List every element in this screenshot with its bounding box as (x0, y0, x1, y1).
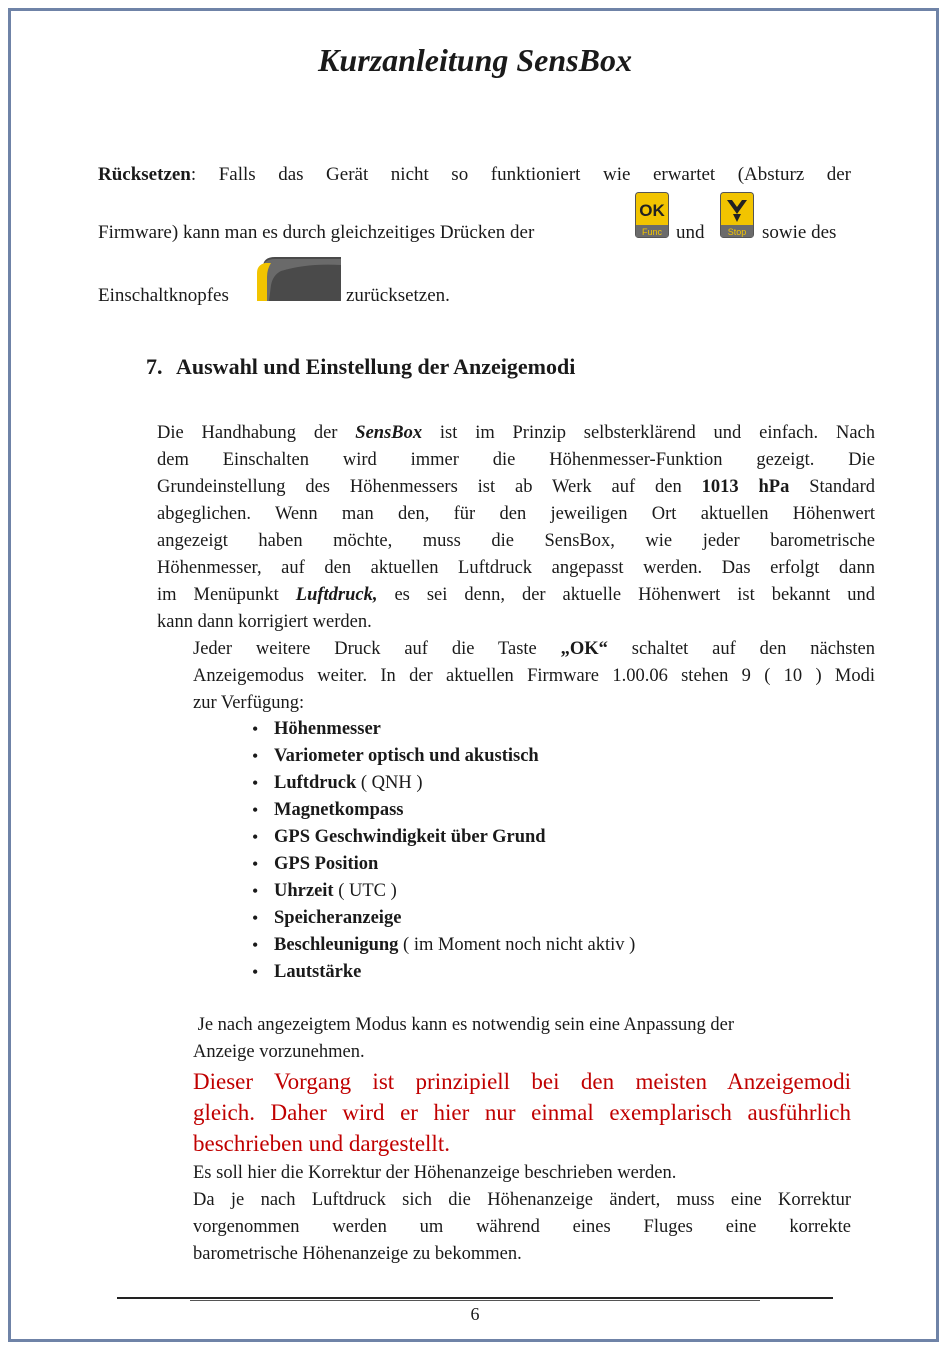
footer-rule-thin (190, 1300, 760, 1301)
stop-button-icon (720, 192, 754, 238)
svg-text:OK: OK (639, 201, 665, 220)
page-number: 6 (470, 1304, 480, 1324)
reset-line-1: Rücksetzen: Falls das Gerät nicht so funktioniert wie erwartet (Absturz der (98, 164, 851, 185)
section-heading: 7. Auswahl und Einstellung der Anzeigemodi (146, 354, 576, 379)
list-item: • Speicheranzeige (250, 905, 635, 932)
list-item: • Variometer optisch und akustisch (250, 743, 635, 770)
list-item: • GPS Position (250, 851, 635, 878)
list-item: • Luftdruck ( QNH ) (250, 770, 635, 797)
after-paragraph: Je nach angezeigtem Modus kann es notwendig sein eine Anpassung der Anzeige vorzunehmen. (193, 1015, 734, 1062)
red-note: Dieser Vorgang ist prinzipiell bei den meisten Anzeigemodi gleich. Daher wird er hier nur einmal exemplarisch ausführlich beschrieben und dargestellt. (193, 1069, 851, 1156)
document-title: Kurzanleitung SensBox (318, 42, 632, 78)
list-item: • Magnetkompass (250, 797, 635, 824)
footer-rule (117, 1297, 833, 1299)
svg-text:Stop: Stop (727, 227, 747, 237)
list-item: • Lautstärke (250, 959, 635, 986)
list-item: • GPS Geschwindigkeit über Grund (250, 824, 635, 851)
press-paragraph: Jeder weitere Druck auf die Taste „OK“ schaltet auf den nächsten Anzeigemodus weiter. In der aktuellen Firmware 1.00.06 stehen 9 ( 10 ) Modi zur Verfügung: (193, 639, 875, 713)
list-item: • Uhrzeit ( UTC ) (250, 878, 635, 905)
modes-list (250, 716, 635, 986)
svg-text:Func: Func (641, 227, 663, 237)
closing-paragraph: Es soll hier die Korrektur der Höhenanzeige beschrieben werden. Da je nach Luftdruck sich die Höhenanzeige ändert, muss eine Korrektur vorgenommen werden um während eines Fluges eine korrekte barometrische Höhenanzeige zu bekommen. (193, 1163, 851, 1264)
list-item: • Beschleunigung ( im Moment noch nicht aktiv ) (250, 932, 635, 959)
power-button-icon (257, 255, 343, 301)
reset-label: Rücksetzen (98, 164, 191, 185)
intro-paragraph: Die Handhabung der SensBox ist im Prinzip selbsterklärend und einfach. Nach dem Einschalten wird immer die Höhenmesser-Funktion gezeigt. Die Grundeinstellung des Höhenmessers ist ab Werk auf den 1013 hPa Standard abgeglichen. Wenn man den, für den jeweiligen Ort aktuellen Höhenwert angezeigt haben möchte, muss die SensBox, wie jeder barometrische Höhenmesser, auf den aktuellen Luftdruck angepasst werden. Das erfolgt dann im Menüpunkt Luftdruck, es sei denn, der aktuelle Höhenwert ist bekannt und kann dann korrigiert werden. (157, 423, 875, 632)
ok-func-button-icon (635, 192, 669, 238)
list-item: • Höhenmesser (250, 716, 635, 743)
